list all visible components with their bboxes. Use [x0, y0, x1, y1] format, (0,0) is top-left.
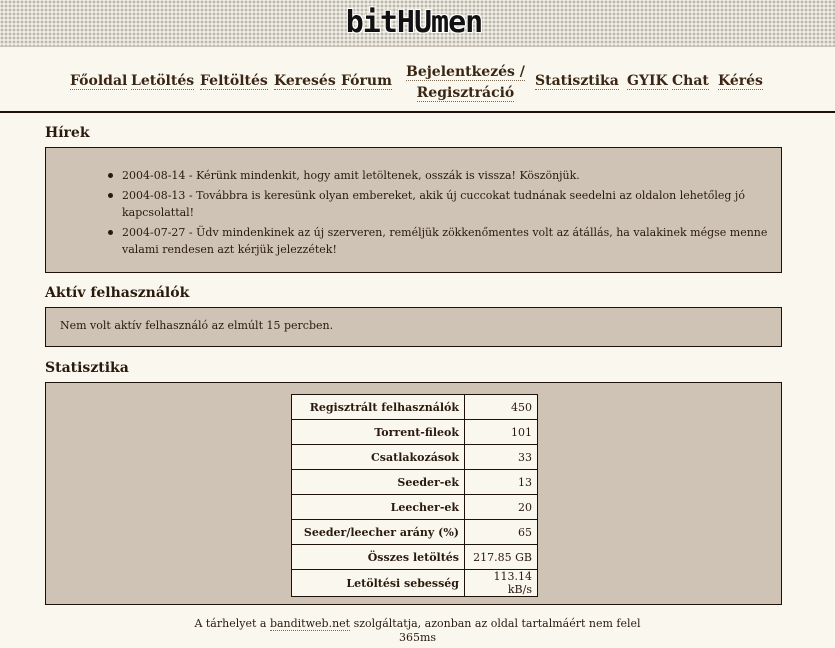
footer-text-before: A tárhelyet a: [194, 617, 270, 630]
nav-item-login-register[interactable]: [406, 62, 525, 104]
table-row: [292, 470, 538, 495]
nav-item-request[interactable]: Kérés: [718, 73, 763, 89]
news-item: 2004-08-14 - Kérünk mindenkit, hogy amit letöltenek, osszák is vissza! Köszönjük.: [122, 167, 768, 184]
stat-label: Regisztrált felhasználók: [292, 395, 465, 420]
table-row: [292, 495, 538, 520]
site-banner: [0, 0, 835, 47]
nav-item-downloads[interactable]: Letöltés: [131, 73, 195, 89]
stat-value: 65: [465, 520, 538, 545]
statistics-box: [45, 382, 782, 605]
nav-item-faq[interactable]: GYIK: [627, 73, 668, 89]
render-time: 365ms: [398, 631, 437, 644]
stat-label: Összes letöltés: [292, 545, 465, 570]
news-list: [46, 148, 781, 258]
nav-item-upload[interactable]: Feltöltés: [200, 73, 268, 89]
nav-item-forum[interactable]: Fórum: [341, 73, 392, 89]
active-users-text: Nem volt aktív felhasználó az elmúlt 15 percben.: [60, 319, 334, 332]
table-row: [292, 520, 538, 545]
stat-label: Letöltési sebesség: [292, 570, 465, 597]
active-users-box: [45, 307, 782, 347]
nav-item-search[interactable]: Keresés: [274, 73, 336, 89]
footer-text-after: szolgáltatja, azonban az oldal tartalmáért nem felel: [350, 617, 641, 630]
news-box: [45, 147, 782, 273]
stat-label: Torrent-fileok: [292, 420, 465, 445]
stat-value: 13: [465, 470, 538, 495]
stat-label: Csatlakozások: [292, 445, 465, 470]
hosting-link[interactable]: banditweb.net: [269, 617, 351, 630]
nav-login-label[interactable]: Bejelentkezés /: [406, 64, 525, 80]
nav-item-statistics[interactable]: Statisztika: [535, 73, 619, 89]
stat-label: Seeder-ek: [292, 470, 465, 495]
nav-item-chat[interactable]: Chat: [672, 73, 709, 89]
statistics-table: [291, 394, 538, 597]
statistics-heading: Statisztika: [45, 360, 129, 376]
active-users-heading: Aktív felhasználók: [45, 285, 190, 301]
news-item: 2004-08-13 - Továbbra is keresünk olyan embereket, akik új cuccokat tudnának seedelni az oldalon lehetőleg jó kapcsolattal!: [122, 187, 768, 221]
nav-register-label[interactable]: Regisztráció: [416, 85, 515, 101]
site-logo[interactable]: bitHUmen: [345, 4, 483, 40]
stat-value: 20: [465, 495, 538, 520]
stat-value: 450: [465, 395, 538, 420]
table-row: [292, 395, 538, 420]
page-footer: [0, 617, 835, 645]
stat-value: 217.85 GB: [465, 545, 538, 570]
stat-label: Seeder/leecher arány (%): [292, 520, 465, 545]
stat-value: 113.14 kB/s: [465, 570, 538, 597]
nav-item-home[interactable]: Főoldal: [70, 73, 128, 89]
stat-value: 33: [465, 445, 538, 470]
news-item: 2004-07-27 - Üdv mindenkinek az új szerveren, reméljük zökkenőmentes volt az átállás, ha valakinek mégse menne valami rendesen azt kérjük jelezzétek!: [122, 226, 768, 256]
stat-value: 101: [465, 420, 538, 445]
table-row: [292, 420, 538, 445]
table-row: [292, 570, 538, 597]
news-heading: Hírek: [45, 125, 90, 141]
stat-label: Leecher-ek: [292, 495, 465, 520]
table-row: [292, 445, 538, 470]
table-row: [292, 545, 538, 570]
main-nav: [0, 47, 835, 113]
